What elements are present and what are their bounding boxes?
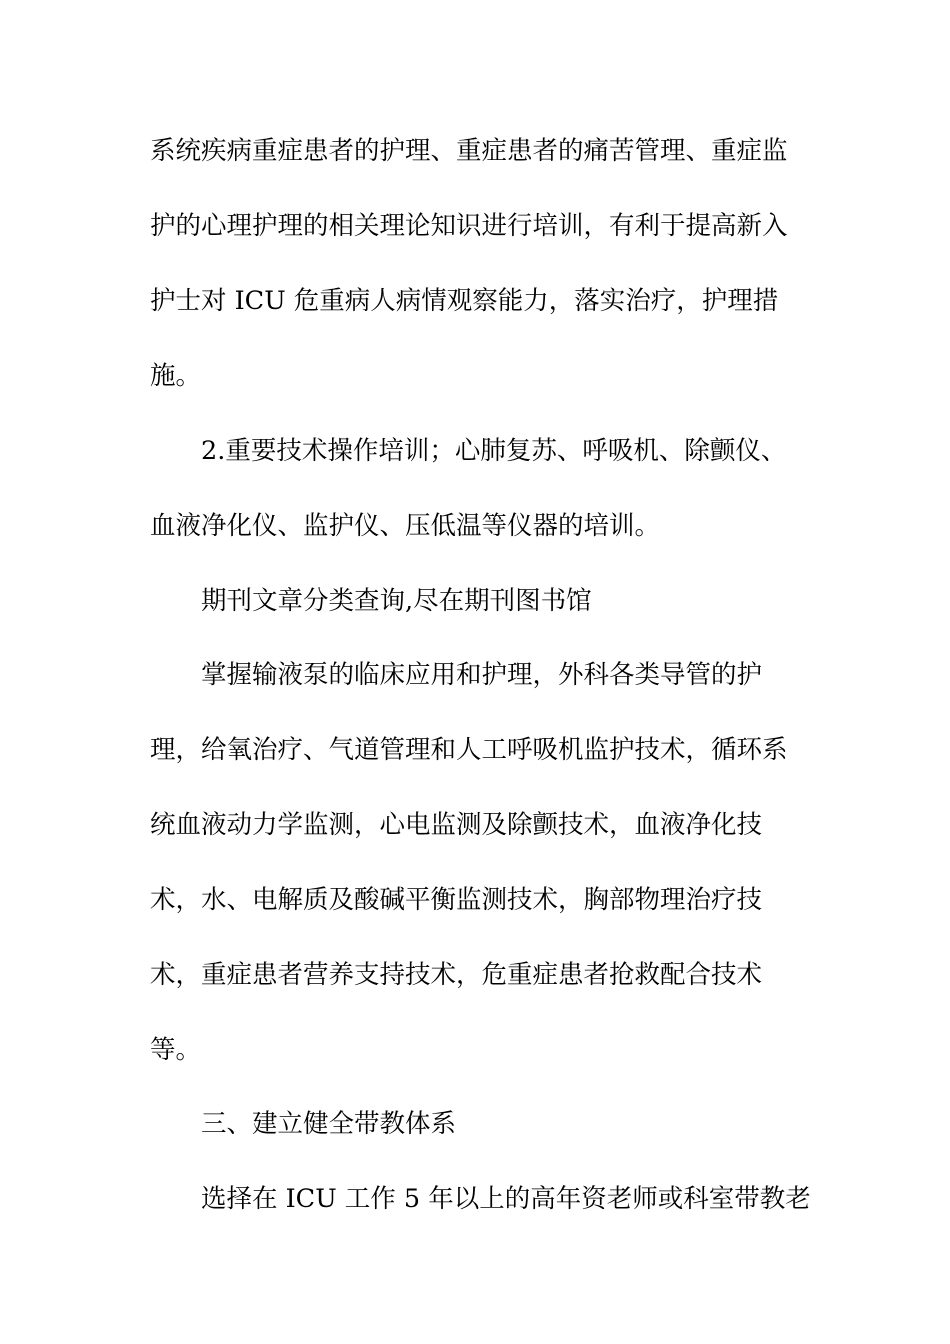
section-heading: 三、建立健全带教体系: [201, 1109, 457, 1139]
paragraph-line: 护士对 ICU 危重病人病情观察能力，落实治疗，护理措: [150, 286, 779, 316]
paragraph-line: 掌握输液泵的临床应用和护理，外科各类导管的护: [201, 660, 763, 690]
paragraph-line: 术，水、电解质及酸碱平衡监测技术，胸部物理治疗技: [150, 885, 763, 915]
paragraph-line: 统血液动力学监测，心电监测及除颤技术，血液净化技: [150, 810, 763, 840]
paragraph-line: 2.重要技术操作培训；心肺复苏、呼吸机、除颤仪、: [201, 436, 787, 466]
paragraph-line: 血液净化仪、监护仪、压低温等仪器的培训。: [150, 511, 661, 541]
paragraph-line: 术，重症患者营养支持技术，危重症患者抢救配合技术: [150, 960, 763, 990]
paragraph-line: 选择在 ICU 工作 5 年以上的高年资老师或科室带教老: [201, 1184, 811, 1214]
paragraph-line: 理，给氧治疗、气道管理和人工呼吸机监护技术，循环系: [150, 735, 788, 765]
paragraph-line: 等。: [150, 1035, 202, 1065]
paragraph-line: 期刊文章分类查询,尽在期刊图书馆: [201, 586, 592, 616]
paragraph-line: 护的心理护理的相关理论知识进行培训，有利于提高新入: [150, 211, 788, 241]
paragraph-line: 系统疾病重症患者的护理、重症患者的痛苦管理、重症监: [150, 136, 788, 166]
paragraph-line: 施。: [150, 361, 202, 391]
